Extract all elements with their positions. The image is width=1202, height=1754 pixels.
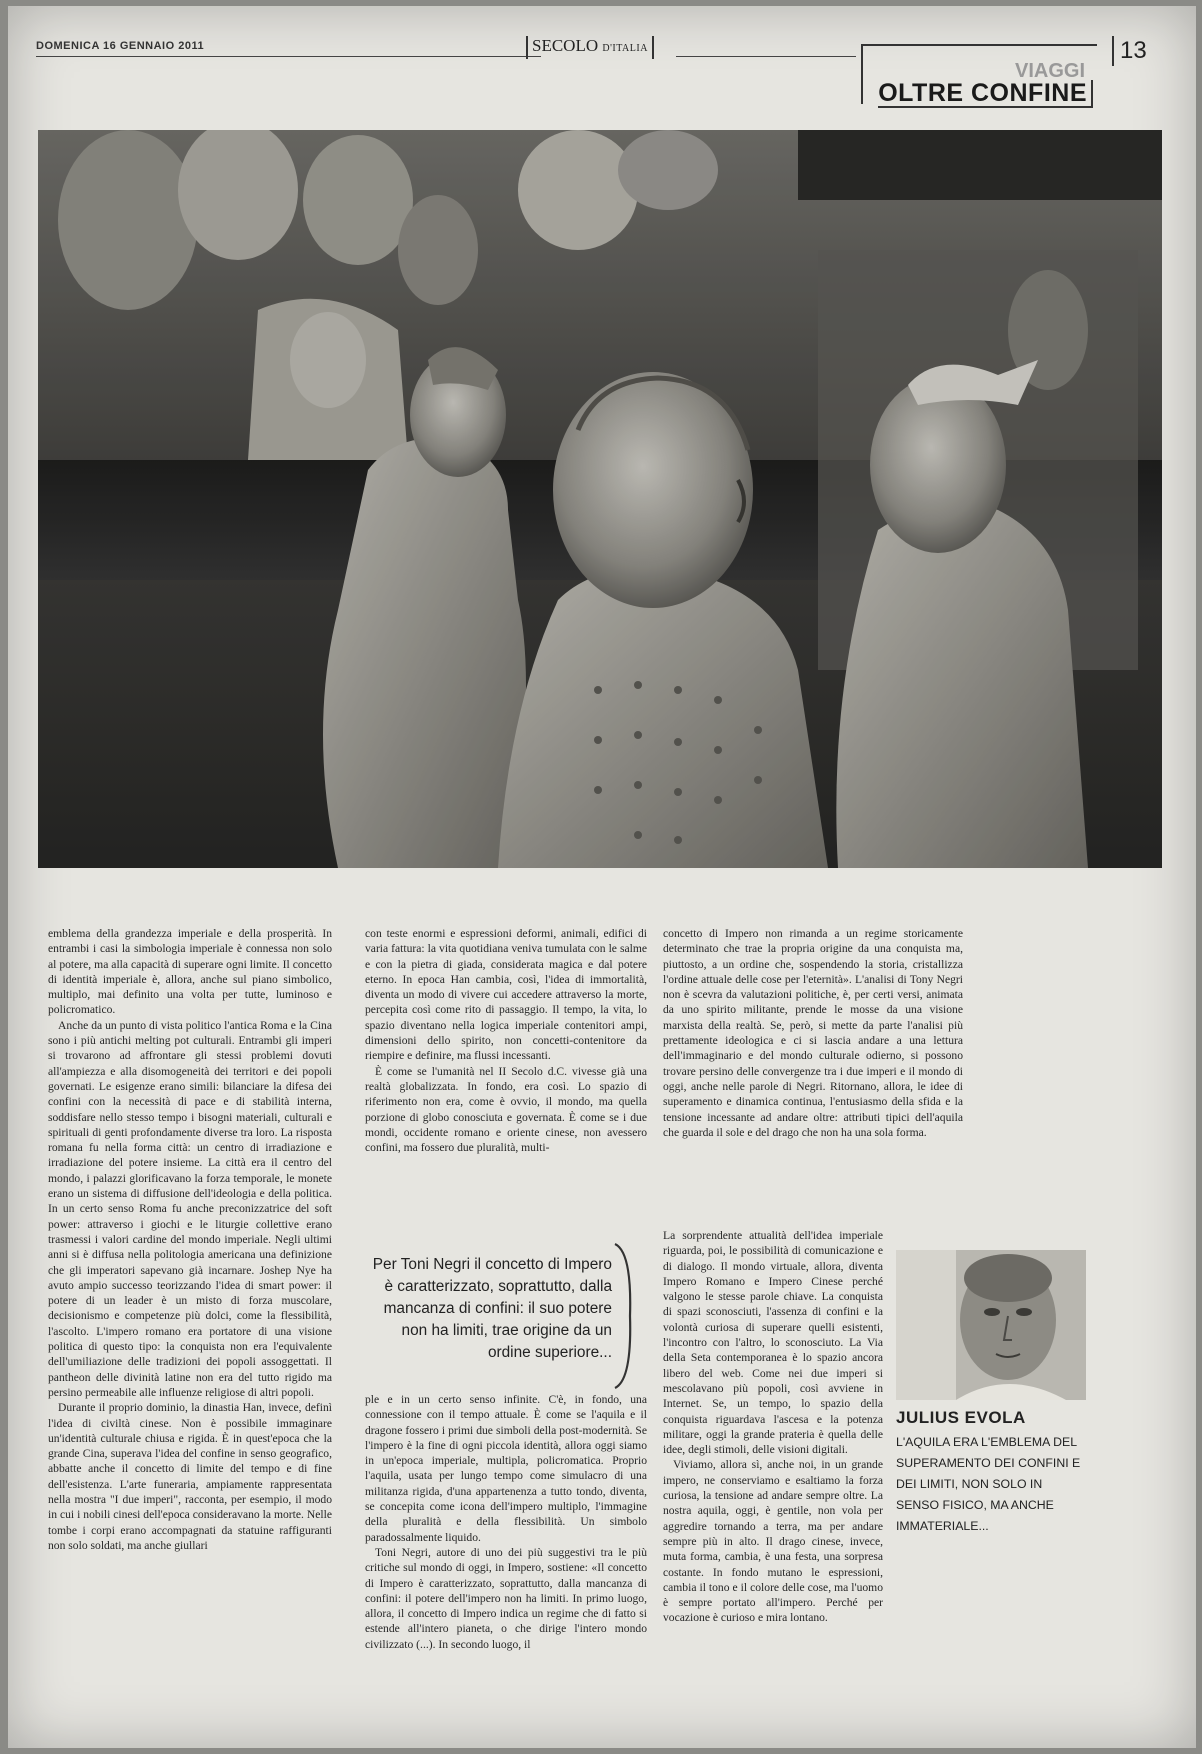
- col2-paragraph-2: È come se l'umanità nel II Secolo d.C. vivesse già una realtà globalizzata. In fondo, era così. Lo spazio di riferimento non era, come è ovvio, il mondo, ma quella porzione di globo conosciuta e governata. È come se i due mondi, occidente romano e oriente cinese, non avessero confini, ma fossero due pluralità, multi-: [365, 1064, 647, 1155]
- sidebar-name: JULIUS EVOLA: [896, 1408, 1026, 1427]
- masthead-small: D'ITALIA: [602, 43, 648, 54]
- col2b-paragraph-2: Toni Negri, autore di uno dei più suggestivi tra le più critiche sul mondo di oggi, in Impero, sostiene: «Il concetto di Impero è caratterizzato, soprattutto, dalla mancanza di confini: il potere dell'impero non ha limiti. In primo luogo, allora, il concetto di Impero indica un regime che di fatto si estende all'intero pianeta, o che dirige l'intero mondo civilizzato (...). In secondo luogo, il: [365, 1545, 647, 1651]
- article-column-2-bottom: [365, 1392, 647, 1652]
- issue-date: DOMENICA 16 GENNAIO 2011: [36, 40, 205, 52]
- sidebar-portrait-box: [896, 1250, 1088, 1572]
- sidebar-caption: L'AQUILA ERA L'EMBLEMA DEL SUPERAMENTO DEI CONFINI E DEI LIMITI, NON SOLO IN SENSO FISICO, MA ANCHE IMMATERIALE...: [896, 1435, 1081, 1533]
- col1-paragraph-1: emblema della grandezza imperiale e della prosperità. In entrambi i casi la simbologia imperiale è connessa non solo al potere, ma alla capacità di superare ogni limite. Il concetto di identità imperiale è, allora, anche sul piano simbolico, multiplo, mai definito una volta per tutte, luminoso e policromatico.: [48, 927, 332, 1017]
- terracotta-warriors-photo: [38, 130, 1162, 868]
- photo-illustration: [38, 130, 1162, 868]
- page-number: 13: [1112, 36, 1147, 66]
- col3b-paragraph-1: La sorprendente attualità dell'idea imperiale riguarda, poi, le possibilità di comunicazione e di dialogo. Il mondo virtuale, allora, diventa Impero Romano e Impero Cinese perché valgono le stesse parole chiave. La conquista di spazi sconosciuti, l'assenza di confini e la volontà curiosa di superare quelli esistenti, l'incontro con l'altro, lo sconosciuto. La Via della Seta contemporanea è lo spazio ancora libero del web. Come nei due imperi si mescolavano più popoli, così avviene in Internet. Se, un tempo, lo spazio della conquista riguardava l'ascesa e la potenza militare, oggi la grande prateria è quella delle idee, degli stimoli, delle visioni digitali.: [663, 1229, 883, 1457]
- article-column-3-top: [663, 926, 963, 1140]
- col2-paragraph-1: con teste enormi e espressioni deformi, animali, edifici di varia fattura: la vita quotidiana veniva tumulata con le salme e con la pietra di giada, considerata magica e dal potere eterno. In epoca Han cambia, così, l'idea di immortalità, diventa un modo di vivere cui accedere attraverso la morte, percepita così come rito di passaggio. Il tempo, la vita, lo spazio diventano nella logica imperiale contenitori ampi, dimensioni dello spirito, non concetti-contenitore da riempire e definire, ma flussi incessanti.: [365, 927, 647, 1063]
- article-column-1: [48, 926, 332, 1553]
- newspaper-page: [8, 6, 1196, 1748]
- section-top: VIAGGI: [1014, 60, 1085, 82]
- masthead-main: SECOLO: [532, 36, 599, 55]
- col3-paragraph-1: concetto di Impero non rimanda a un regime storicamente determinato che trae la propria origine da una conquista ma, piuttosto, a un ordine che, sospendendo la storia, cristallizza l'ordine attuale delle cose per l'eternità». L'analisi di Tony Negri non è scevra da valutazioni politiche, è, per certi versi, animata da uno spirito militante, prende le mosse da una visione marxista della realtà. Se, però, si mette da parte l'analisi più prettamente ideologica e ci si lascia andare a una lettura dell'immaginario e del mondo culturale odierno, si possono trovare persino delle convergenze tra i due imperi e il mondo di oggi, anche nelle parole di Negri. Ritornano, allora, le idee di superamento e dinamica continua, l'entusiasmo della sfida e la tensione incessante ad andare oltre: attributi tipici dell'aquila che guarda il sole e del drago che non ha una sola forma.: [663, 927, 963, 1139]
- col1-paragraph-3: Durante il proprio dominio, la dinastia Han, invece, definì l'idea di civiltà cinese. Non è possibile immaginare un'identità culturale chiusa e rigida. È in quest'epoca che la grande Cina, superava l'idea del confine in senso geografico, abbatte anche il concetto di limite del tempo e di fine dell'esistenza. L'arte funeraria, ampiamente rappresentata nella mostra "I due imperi", racconta, per esempio, il modo in cui i nobili cinesi dell'epoca consideravano la morte. Nelle tombe i corpi erano accompagnati da statuine raffiguranti non solo soldati, ma anche giullari: [48, 1401, 332, 1552]
- section-label: [861, 44, 1097, 107]
- article-column-2-top: [365, 926, 647, 1155]
- pull-quote: Per Toni Negri il concetto di Impero è caratterizzato, soprattutto, dalla mancanza di confini: il suo potere non ha limiti, trae origine da un ordine superiore...: [372, 1256, 612, 1361]
- col2b-paragraph-1: ple e in un certo senso infinite. C'è, in fondo, una connessione con il tempo attuale. È come se l'aquila e il dragone fossero i primi due simboli della post-modernità. Se l'impero è la fine di ogni piccola identità, allora oggi siamo in un'epoca imperiale, multipla, policromatica. Proprio l'aquila, usata per lungo tempo come simulacro di una militanza rigida, d'una appartenenza a tutto tondo, diventa, se concepita come icona dell'impero multiplo, l'immagine della pluralità e della flessibilità. Un simbolo paradossalmente liquido.: [365, 1393, 647, 1544]
- header-rule-right: [676, 56, 856, 57]
- header-rule-left: [36, 56, 541, 57]
- section-bottom: OLTRE CONFINE: [878, 80, 1093, 108]
- portrait-illustration: [896, 1250, 1086, 1400]
- article-column-3-bottom: [663, 1228, 883, 1626]
- pull-quote-brace-icon: [612, 1242, 634, 1390]
- col3b-paragraph-2: Viviamo, allora sì, anche noi, in un grande impero, ne conserviamo e esaltiamo la forza curiosa, la tensione ad andare sempre oltre. La nostra aquila, oggi, è gentile, non vola per aggredire tornando a terra, ma per andare sempre più in alto. Il drago cinese, invece, muta forma, cambia, è una festa, una sorpresa costante. In fondo mutano le espressioni, cambia il tono e il colore delle cose, ma l'uomo è sempre portato all'impero. Perché per vocazione è curioso e mira lontano.: [663, 1458, 883, 1625]
- col1-paragraph-2: Anche da un punto di vista politico l'antica Roma e la Cina sono i più antichi melting pot culturali. Entrambi gli imperi si trovarono ad affrontare gli stessi problemi dovuti all'ampiezza e alla disomogeneità dei territori e dei popoli governati. Le esigenze erano simili: bilanciare la difesa dei confini con la necessità di pace e di stabilità interna, soddisfare nello stesso tempo i bisogni materiali, culturali e spirituali di genti profondamente diverse tra loro. La risposta romana fu nella forma città: un centro di irradiazione e irradiazione del potere insieme. La città era il centro del mondo, i palazzi glorificavano la forza temporale, le monete erano un sistema di diffusione dell'ideologia e della politica. In un certo senso Roma fu anche preconizzatrice del soft power: attraverso i giochi e le liturgie collettive erano trasmessi i valori cardine del mondo imperiale. Negli ultimi anni si è diffusa nella politologia americana una definizione che gli imperatori sapevano già incarnare. Joshep Nye ha avuto ampio successo teorizzando l'idea di smart power: il potere di un leader è un misto di forza muscolare, decisionismo e competenze più dolci, come la flessibilità, l'ascolto. L'impero romano era portatore di una visione politica di questo tipo: la conquista non era l'equivalente dell'umiliazione delle tradizioni dei popoli assoggettati. Il pantheon delle divinità latine non era del tutto rigido ma persino permeabile alle influenze religiose di altri popoli.: [48, 1018, 332, 1399]
- page-header: [36, 36, 1156, 106]
- masthead: [526, 36, 654, 59]
- portrait-photo: [896, 1250, 1086, 1400]
